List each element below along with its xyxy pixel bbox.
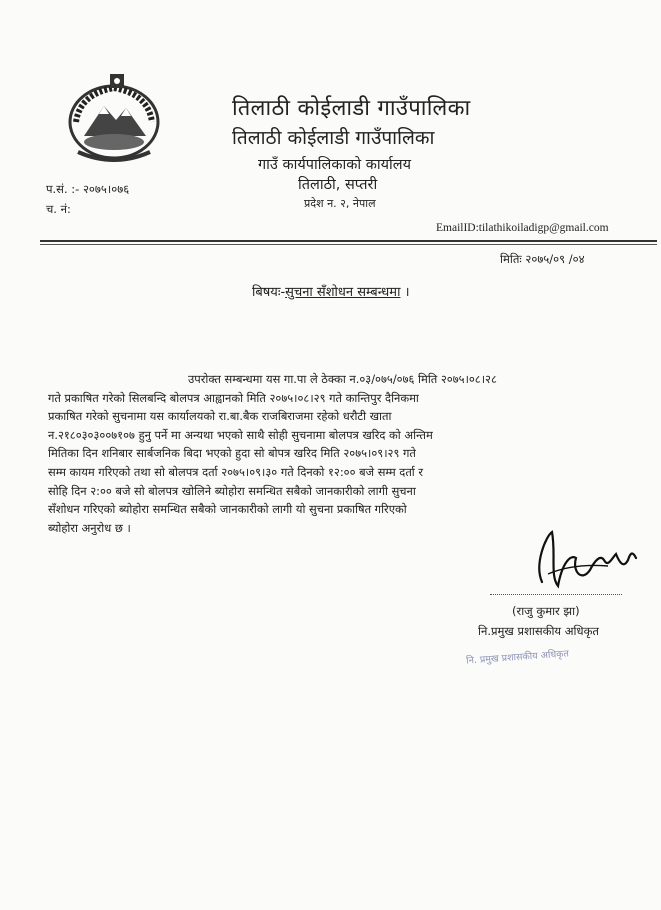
signature-line	[490, 594, 622, 595]
chalani-number: च. नं:	[46, 202, 71, 216]
body-line: सँशोधन गरिएको ब्योहोरा समन्धित सबैको जानकारीको लागी यो सुचना प्रकाषित गरिएको	[48, 502, 407, 517]
subject-text: सुचना सँशोधन सम्बन्धमा	[285, 285, 401, 300]
email-address: EmailID:tilathikoiladigp@gmail.com	[436, 222, 609, 234]
body-line: सम्म कायम गरिएको तथा सो बोलपत्र दर्ता २०७५।०९।३० गते दिनको १२:०० बजे सम्म दर्ता र	[48, 464, 424, 479]
letter-date: मितिः २०७५/०९ /०४	[500, 252, 585, 266]
handwritten-signature	[512, 524, 642, 596]
signatory-title: नि.प्रमुख प्रशासकीय अधिकृत	[478, 624, 599, 638]
body-line: सोहि दिन २:०० बजे सो बोलपत्र खोलिने ब्योहोरा समन्धित सबैको जानकारीको लागी सुचना	[48, 483, 416, 498]
subject-prefix: बिषयः-	[252, 285, 286, 300]
subject-line	[252, 282, 410, 300]
body-line: गते प्रकाषित गरेको सिलबन्दि बोलपत्र आह्वानको मिति २०७५।०८।२९ गते कान्तिपुर दैनिकमा	[48, 390, 419, 405]
province: प्रदेश न. २, नेपाल	[304, 197, 376, 210]
body-line: उपरोक्त सम्बन्धमा यस गा.पा ले ठेक्का न.०३/०७५/०७६ मिति २०७५।०८।२८	[188, 372, 497, 386]
body-line: प्रकाषित गरेको सुचनामा यस कार्यालयको रा.बा.बैक राजबिराजमा रहेको धरौटी खाता	[48, 409, 392, 424]
header-divider-thin	[40, 244, 657, 245]
letter-body	[48, 370, 661, 537]
header-divider	[40, 240, 657, 242]
office-address: तिलाठी, सप्तरी	[298, 177, 378, 193]
office-name-styled: तिलाठी कोईलाडी गाउँपालिका	[232, 127, 435, 149]
subject-suffix: ।	[404, 285, 410, 300]
office-name: तिलाठी कोईलाडी गाउँपालिका	[232, 96, 471, 121]
executive-office: गाउँ कार्यपालिकाको कार्यालय	[258, 157, 412, 173]
patra-sankhya: प.सं. :- २०७५।०७६	[46, 182, 130, 196]
body-line: न.२१८०३०३००७१०७ हुनु पर्ने मा अन्यथा भएको साथै सोही सुचनामा बोलपत्र खरिद को अन्तिम	[48, 427, 433, 442]
nepal-emblem-icon	[60, 72, 168, 164]
body-line: मितिका दिन शनिबार सार्बजनिक बिदा भएको हुदा सो बोपत्र खरिद मिति २०७५।०९।२९ गते	[48, 446, 416, 461]
official-stamp: नि. प्रमुख प्रशासकीय अधिकृत	[465, 648, 570, 667]
body-line: ब्योहोरा अनुरोध छ ।	[48, 520, 131, 535]
signatory-name: (राजु कुमार झा)	[512, 604, 580, 618]
